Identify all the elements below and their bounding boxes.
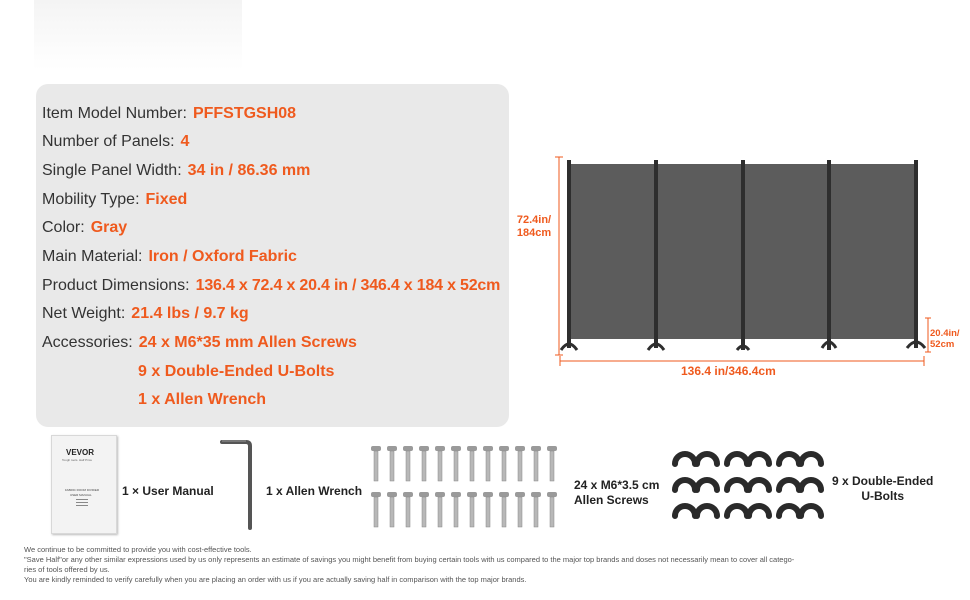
u-bolt-icon: [727, 506, 769, 516]
spec-row-weight: [42, 304, 249, 324]
u-bolts-caption-line-2: U-Bolts: [861, 489, 904, 503]
manual-subtitle: USER MANUAL: [70, 493, 92, 497]
user-manual-caption: 1 × User Manual: [122, 484, 214, 498]
manual-brand: VEVOR: [66, 448, 95, 457]
spec-row-panels: [42, 132, 189, 152]
screw-icon: [451, 492, 461, 527]
screw-icon: [515, 446, 525, 481]
screw-icon: [403, 492, 413, 527]
spec-value-mobility: Fixed: [145, 191, 188, 208]
user-manual-image: [51, 435, 117, 534]
spec-value-panels: 4: [180, 133, 190, 150]
depth-dimension-label: [930, 328, 960, 350]
spec-row-accessory-ubolts: [138, 362, 334, 382]
room-divider-drawing: [505, 150, 965, 390]
spec-label-weight: Net Weight:: [42, 305, 126, 322]
divider-pole-5: [914, 160, 918, 348]
allen-screws-image: [370, 442, 568, 528]
spec-row-mobility: [42, 190, 187, 210]
disclaimer-line-3: ries of tools offered by us.: [24, 565, 110, 574]
spec-row-panel-width: [42, 161, 310, 181]
spec-row-model: [42, 104, 296, 124]
depth-cm: 52cm: [930, 339, 955, 350]
screw-icon: [499, 446, 509, 481]
divider-pole-3: [741, 160, 745, 350]
manual-tagline: Tough tools. Half Price: [62, 458, 93, 462]
screw-icon: [547, 446, 557, 481]
spec-value-weight: 21.4 lbs / 9.7 kg: [131, 305, 249, 322]
divider-pole-1: [567, 160, 571, 348]
u-bolt-icon: [727, 454, 769, 464]
screw-icon: [387, 446, 397, 481]
divider-pole-2: [654, 160, 658, 348]
spec-value-color: Gray: [90, 219, 128, 236]
spec-value-dimensions: 136.4 x 72.4 x 20.4 in / 346.4 x 184 x 52cm: [195, 277, 501, 294]
divider-panel-1: [570, 164, 654, 339]
screw-icon: [419, 446, 429, 481]
disclaimer-line-4: You are kindly reminded to verify carefully when you are placing an order with us if you are actually saving half in comparison with the top major brands.: [24, 575, 527, 584]
u-bolt-icon: [675, 506, 717, 516]
spec-row-material: [42, 247, 297, 267]
spec-row-accessory-wrench: [138, 390, 266, 410]
disclaimer-line-1: We continue to be committed to provide you with cost-effective tools.: [24, 545, 252, 554]
screw-icon: [451, 446, 461, 481]
screw-icon: [515, 492, 525, 527]
specifications-panel: [36, 84, 509, 427]
spec-label-dimensions: Product Dimensions:: [42, 277, 190, 294]
screw-icon: [547, 492, 557, 527]
screw-icon: [483, 446, 493, 481]
screw-icon: [483, 492, 493, 527]
screw-icon: [419, 492, 429, 527]
height-cm: 184cm: [516, 227, 552, 239]
u-bolts-image: [668, 442, 830, 522]
screw-icon: [467, 492, 477, 527]
manual-title: FABRIC ROOM DIVIDER: [65, 488, 100, 492]
spec-row-accessories: [42, 333, 357, 353]
screw-icon: [371, 492, 381, 527]
divider-panel-3: [745, 164, 827, 339]
spec-label-model: Item Model Number:: [42, 105, 187, 122]
screw-icon: [387, 492, 397, 527]
top-image-fragment: [34, 0, 242, 70]
spec-value-panel-width: 34 in / 86.36 mm: [187, 162, 311, 179]
spec-value-material: Iron / Oxford Fabric: [148, 248, 297, 265]
spec-value-accessory-ubolts: 9 x Double-Ended U-Bolts: [138, 363, 335, 380]
width-dimension-label: 136.4 in/346.4cm: [681, 364, 776, 378]
accessories-strip: [0, 430, 970, 540]
spec-label-mobility: Mobility Type:: [42, 191, 140, 208]
spec-label-panels: Number of Panels:: [42, 133, 175, 150]
disclaimer-line-2: "Save Half"or any other similar expressions used by us only represents an estimate of savings you might benefit from buying certain tools with us compared to the major top brands and doses not necessarily mean to cover all catego-: [24, 555, 795, 564]
u-bolt-icon: [727, 480, 769, 490]
spec-label-accessories: Accessories:: [42, 334, 133, 351]
spec-row-color: [42, 218, 127, 238]
disclaimer: [24, 545, 964, 585]
screw-icon: [371, 446, 381, 481]
u-bolt-icon: [779, 506, 821, 516]
screws-caption: [574, 478, 659, 508]
screw-icon: [467, 446, 477, 481]
screws-caption-line-2: Allen Screws: [574, 493, 649, 507]
screw-icon: [499, 492, 509, 527]
screw-icon: [435, 446, 445, 481]
u-bolts-caption: [832, 474, 933, 504]
spec-label-color: Color:: [42, 219, 85, 236]
depth-inches: 20.4in/: [930, 328, 960, 339]
spec-label-material: Main Material:: [42, 248, 143, 265]
screws-caption-line-1: 24 x M6*3.5 cm: [574, 478, 660, 492]
allen-wrench-caption: 1 x Allen Wrench: [266, 484, 363, 498]
product-illustration: [505, 150, 965, 390]
allen-wrench-image: [216, 436, 260, 536]
u-bolt-icon: [779, 454, 821, 464]
spec-label-panel-width: Single Panel Width:: [42, 162, 182, 179]
screw-icon: [435, 492, 445, 527]
divider-pole-4: [827, 160, 831, 350]
u-bolt-icon: [779, 480, 821, 490]
divider-panel-4: [830, 164, 914, 339]
u-bolt-icon: [675, 454, 717, 464]
u-bolt-icon: [675, 480, 717, 490]
divider-panel-2: [657, 164, 741, 339]
u-bolts-caption-line-1: 9 x Double-Ended: [832, 474, 934, 488]
height-inches: 72.4in/: [516, 214, 552, 226]
screw-icon: [531, 492, 541, 527]
screw-icon: [403, 446, 413, 481]
spec-value-accessory-wrench: 1 x Allen Wrench: [138, 391, 267, 408]
screw-icon: [531, 446, 541, 481]
spec-value-model: PFFSTGSH08: [192, 105, 297, 122]
spec-value-accessory-screws: 24 x M6*35 mm Allen Screws: [138, 334, 357, 351]
spec-row-dimensions: [42, 276, 500, 296]
